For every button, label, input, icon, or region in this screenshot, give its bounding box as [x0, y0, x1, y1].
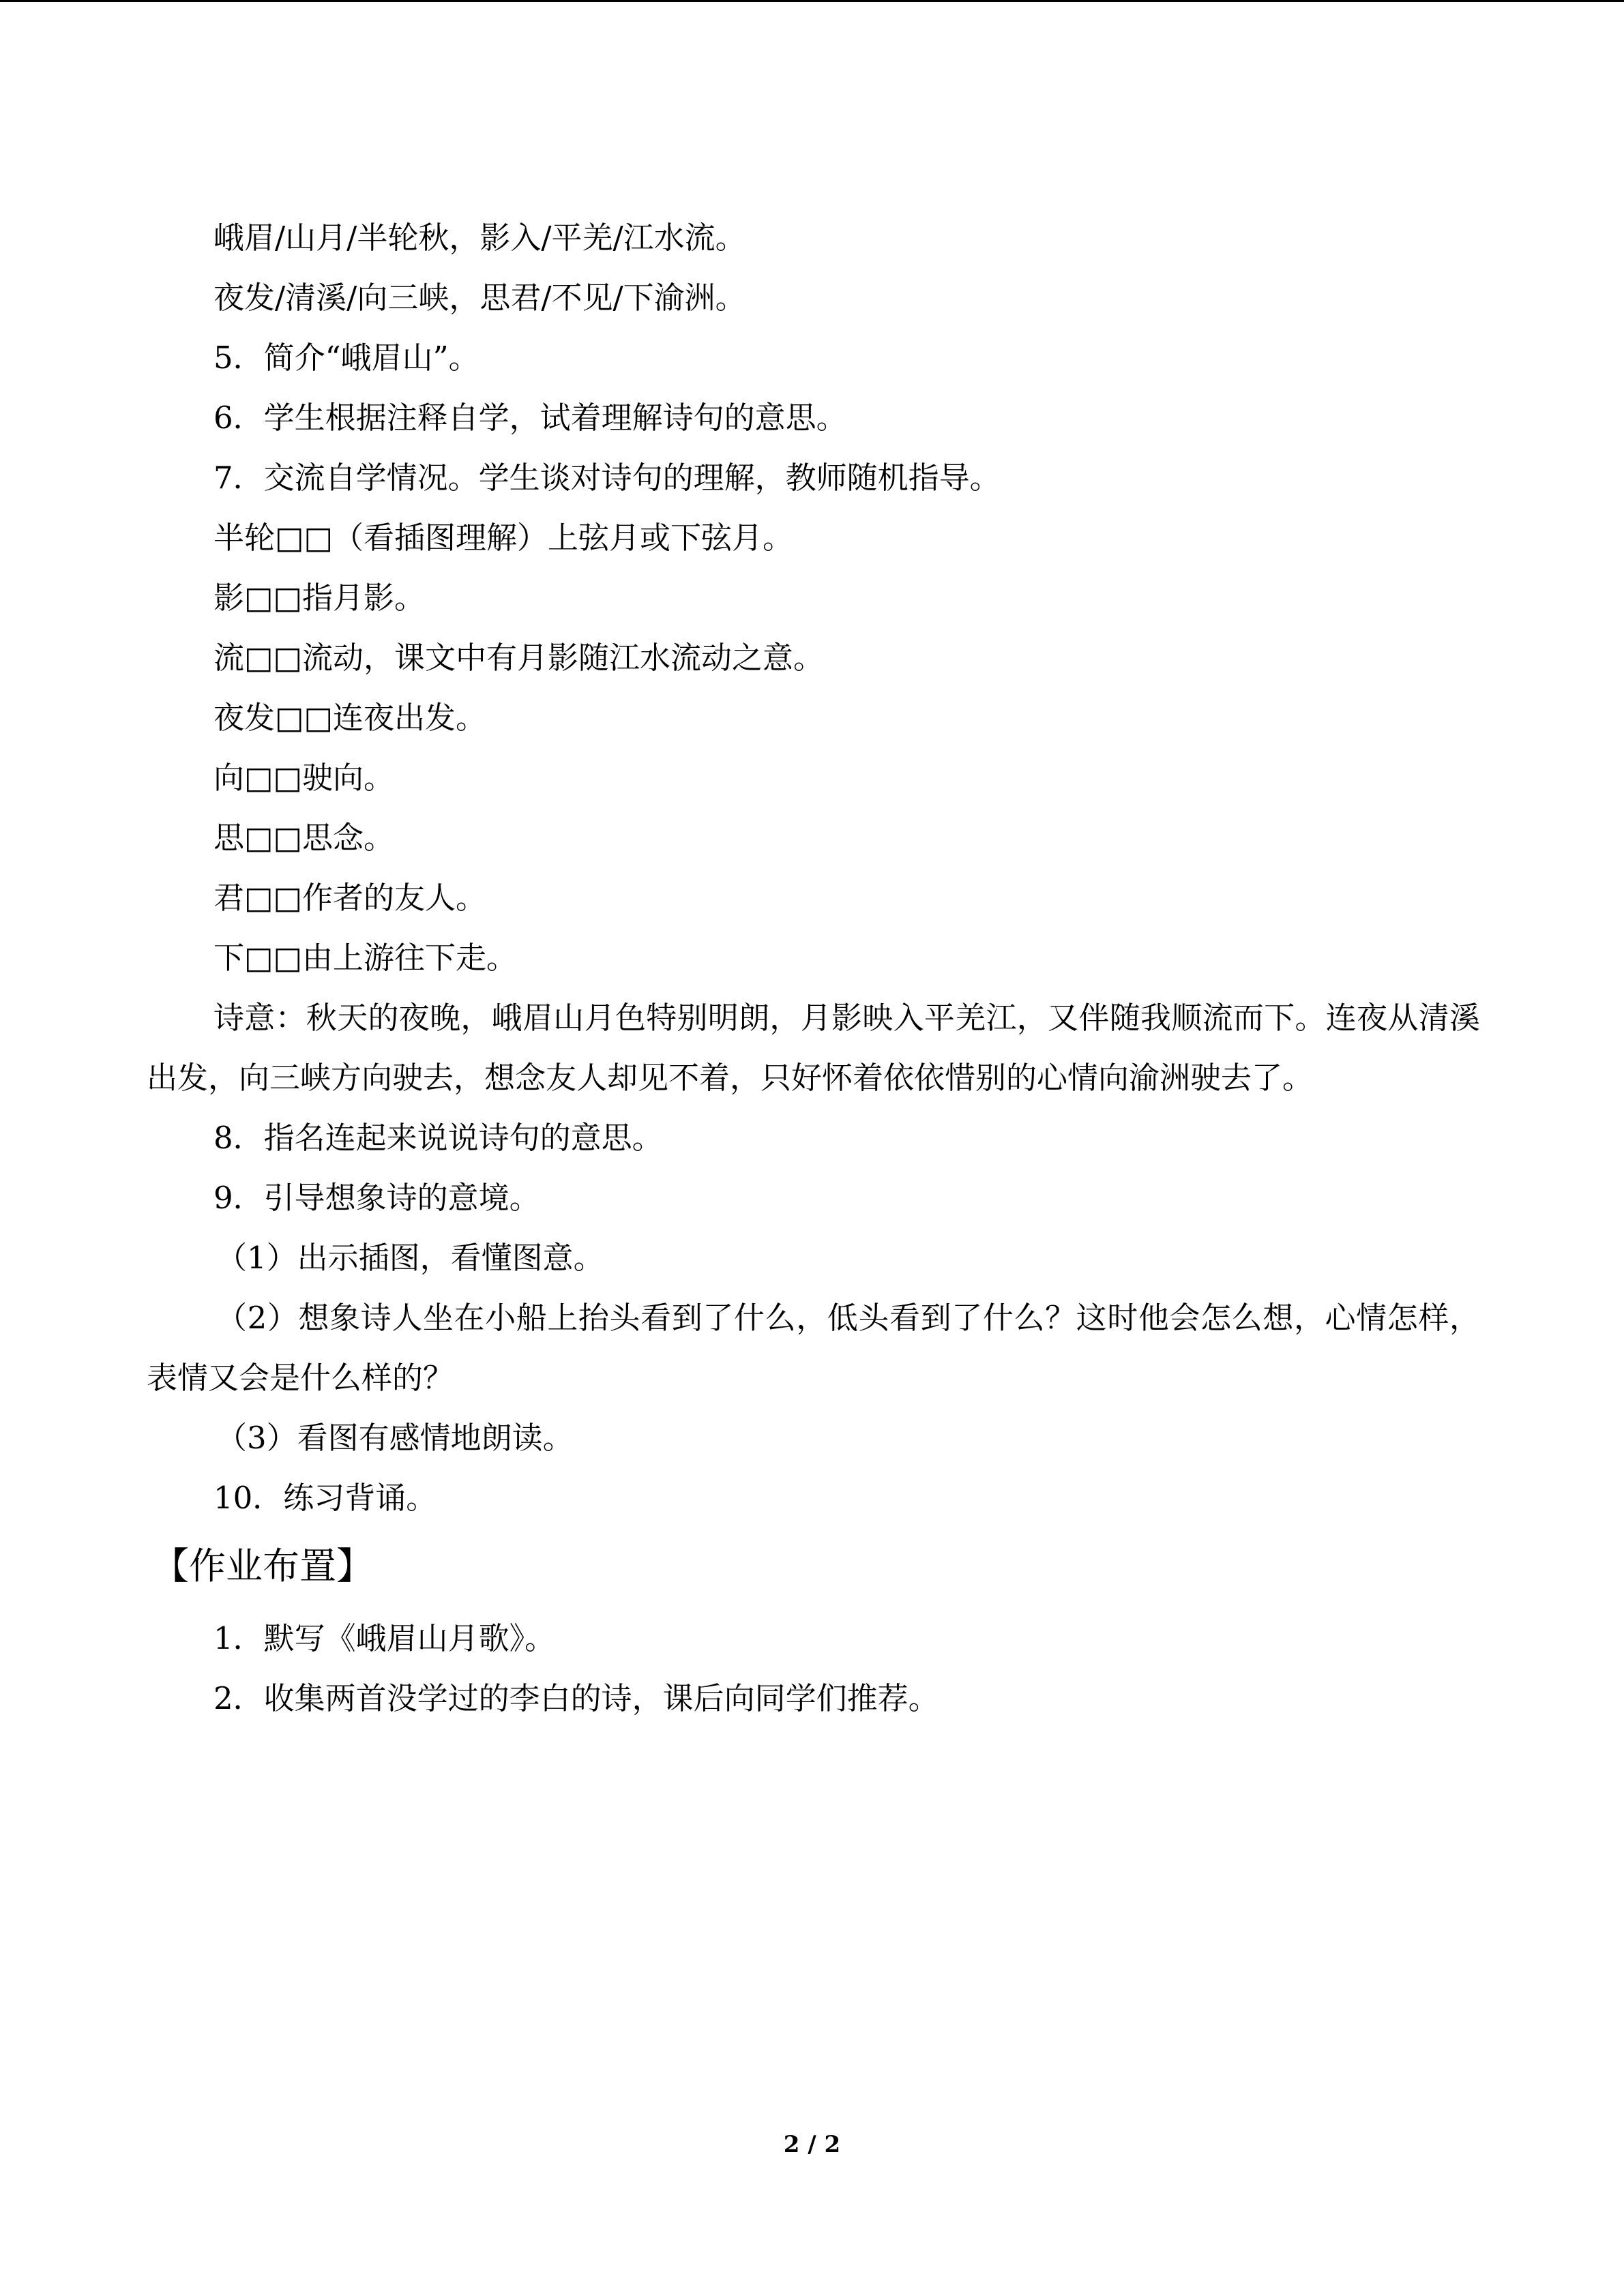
- step-9: 9．引导想象诗的意境。: [213, 1180, 540, 1216]
- glossary-item: 下□□由上游往下走。: [213, 940, 518, 976]
- top-border: [0, 0, 1624, 2]
- homework-heading: 【作业布置】: [152, 1545, 373, 1587]
- homework-item: 1．默写《峨眉山月歌》。: [213, 1620, 556, 1656]
- poem-line-2: 夜发/清溪/向三峡，思君/不见/下渝洲。: [213, 280, 746, 316]
- step-10: 10．练习背诵。: [213, 1480, 437, 1516]
- glossary-item: 夜发□□连夜出发。: [213, 700, 487, 736]
- step-8: 8．指名连起来说说诗句的意思。: [213, 1120, 663, 1156]
- glossary-item: 半轮□□（看插图理解）上弦月或下弦月。: [213, 520, 794, 556]
- glossary-item: 流□□流动，课文中有月影随江水流动之意。: [213, 640, 825, 676]
- glossary-item: 影□□指月影。: [213, 580, 426, 616]
- poem-meaning-paragraph: 诗意：秋天的夜晚，峨眉山月色特别明朗，月影映入平羌江，又伴随我顺流而下。连夜从清溪出发，向三峡方向驶去，想念友人却见不着，只好怀着依依惜别的心情向渝洲驶去了。: [147, 1000, 1480, 1096]
- glossary-item: 君□□作者的友人。: [213, 880, 487, 916]
- step-6: 6．学生根据注释自学，试着理解诗句的意思。: [213, 400, 847, 436]
- step-7: 7．交流自学情况。学生谈对诗句的理解，教师随机指导。: [213, 460, 1001, 496]
- step-5: 5．简介“峨眉山”。: [213, 340, 479, 376]
- glossary-item: 思□□思念。: [213, 820, 395, 856]
- step-9-sub-3: （3）看图有感情地朗读。: [216, 1420, 574, 1456]
- step-9-sub-2: （2）想象诗人坐在小船上抬头看到了什么，低头看到了什么？这时他会怎么想，心情怎样，表情又会是什么样的？: [147, 1300, 1480, 1396]
- poem-line-1: 峨眉/山月/半轮秋，影入/平羌/江水流。: [213, 220, 746, 256]
- document-body: [147, 208, 1480, 1729]
- glossary-item: 向□□驶向。: [213, 760, 395, 796]
- homework-item: 2．收集两首没学过的李白的诗，课后向同学们推荐。: [213, 1680, 939, 1716]
- step-9-sub-1: （1）出示插图，看懂图意。: [216, 1240, 604, 1276]
- page-number: 2 / 2: [783, 2131, 841, 2158]
